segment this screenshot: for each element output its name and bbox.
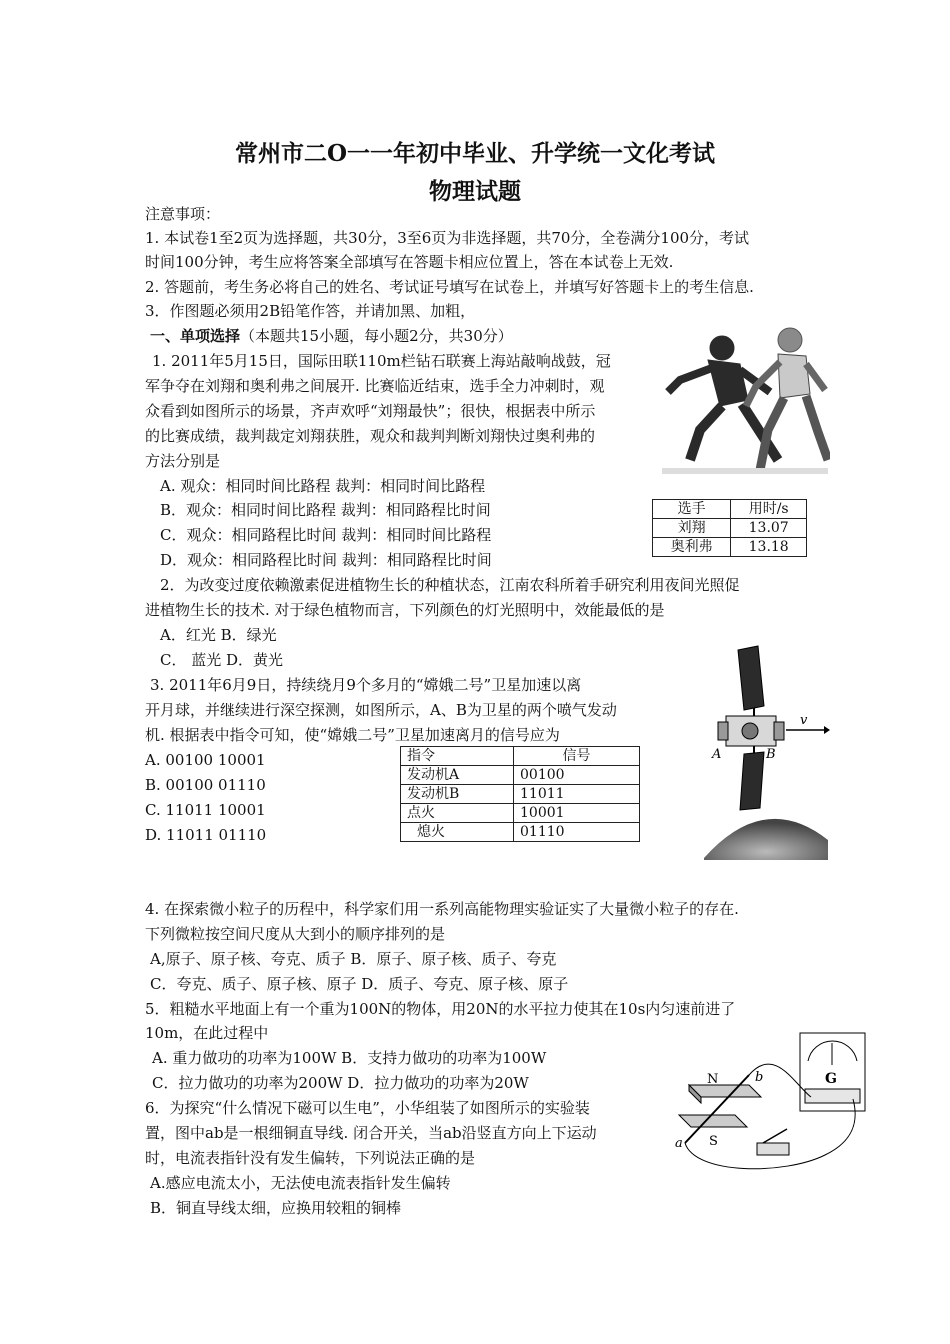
q5-line-1: 5．粗糙水平地面上有一个重为100N的物体，用20N的水平拉力使其在10s内匀速前进了 bbox=[145, 1000, 736, 1018]
solar-panel-lower bbox=[740, 752, 764, 810]
magnet-south bbox=[679, 1115, 747, 1127]
table-cell: 发动机A bbox=[401, 766, 514, 785]
table-row bbox=[401, 785, 640, 804]
table-row bbox=[401, 747, 640, 766]
table-cell: 奥利弗 bbox=[653, 538, 731, 557]
q1-line-4: 的比赛成绩，裁判裁定刘翔获胜，观众和裁判判断刘翔快过奥利弗的 bbox=[145, 427, 596, 445]
table-cell: 13.07 bbox=[731, 519, 807, 538]
page-subtitle: 物理试题 bbox=[429, 178, 521, 205]
note-1b: 时间100分钟，考生应将答案全部填写在答题卡相应位置上，答在本试卷上无效. bbox=[145, 253, 674, 271]
table-row bbox=[653, 538, 807, 557]
table-cell: 10001 bbox=[514, 804, 640, 823]
hurdlers-photo bbox=[660, 320, 830, 480]
q6-line-2: 置，图中ab是一根细铜直导线. 闭合开关，当ab沿竖直方向上下运动 bbox=[145, 1124, 597, 1142]
q1-line-2: 军争夺在刘翔和奥利弗之间展开. 比赛临近结束，选手全力冲刺时，观 bbox=[145, 377, 605, 395]
solar-panel-upper bbox=[738, 646, 764, 710]
induction-apparatus-figure bbox=[665, 1025, 870, 1180]
q6-line-1: 6．为探究“什么情况下磁可以生电”，小华组装了如图所示的实验装 bbox=[145, 1099, 590, 1117]
table-header: 选手 bbox=[653, 500, 731, 519]
page-title: 常州市二O一一年初中毕业、升学统一文化考试 bbox=[234, 140, 716, 167]
section-heading bbox=[150, 324, 513, 348]
q1-option-a: A. 观众：相同时间比路程 裁判：相同时间比路程 bbox=[160, 477, 486, 495]
q5-options-2: C．拉力做功的功率为200W D．拉力做功的功率为20W bbox=[152, 1074, 529, 1092]
satellite-figure bbox=[700, 640, 830, 860]
notes-heading: 注意事项： bbox=[145, 205, 221, 223]
table-cell: 刘翔 bbox=[653, 519, 731, 538]
q1-line-3: 众看到如图所示的场景，齐声欢呼“刘翔最快”；很快，根据表中所示 bbox=[145, 402, 596, 420]
engine-b-nozzle bbox=[774, 722, 784, 740]
note-2: 2. 答题前，考生务必将自己的姓名、考试证号填写在试卷上，并填写好答题卡上的考生信息. bbox=[145, 278, 754, 296]
table-cell: 01110 bbox=[514, 823, 640, 842]
q1-option-d: D．观众：相同路程比时间 裁判：相同路程比时间 bbox=[160, 551, 492, 569]
wire-b-label: b bbox=[755, 1070, 764, 1085]
q2-line-1: 2．为改变过度依赖激素促进植物生长的种植状态，江南农科所着手研究利用夜间光照促 bbox=[160, 576, 740, 594]
wire-a-label: a bbox=[675, 1136, 683, 1151]
q2-options-1: A．红光 B．绿光 bbox=[160, 626, 277, 644]
q5-options-1: A. 重力做功的功率为100W B．支持力做功的功率为100W bbox=[152, 1049, 547, 1067]
table-header: 信号 bbox=[514, 747, 640, 766]
q2-line-2: 进植物生长的技术. 对于绿色植物而言，下列颜色的灯光照明中，效能最低的是 bbox=[145, 601, 665, 619]
table-row bbox=[401, 766, 640, 785]
table-row bbox=[653, 519, 807, 538]
q5-line-2: 10m，在此过程中 bbox=[145, 1024, 269, 1042]
section-desc: （本题共15小题，每小题2分，共30分） bbox=[240, 327, 513, 345]
table-cell: 13.18 bbox=[731, 538, 807, 557]
table-cell: 熄火 bbox=[401, 823, 514, 842]
table-row bbox=[401, 804, 640, 823]
q1-results-table bbox=[652, 499, 807, 557]
note-1a: 1. 本试卷1至2页为选择题，共30分，3至6页为非选择题，共70分，全卷满分100分，考试 bbox=[145, 229, 750, 247]
q6-line-3: 时，电流表指针没有发生偏转，下列说法正确的是 bbox=[145, 1149, 476, 1167]
table-cell: 00100 bbox=[514, 766, 640, 785]
q4-line-2: 下列微粒按空间尺度从大到小的顺序排列的是 bbox=[145, 925, 446, 943]
q4-options-1: A,原子、原子核、夸克、质子 B．原子、原子核、质子、夸克 bbox=[150, 950, 557, 968]
section-label: 一、单项选择 bbox=[150, 327, 241, 345]
table-cell: 点火 bbox=[401, 804, 514, 823]
table-row bbox=[401, 823, 640, 842]
engine-a-label: A bbox=[712, 747, 722, 762]
q3-signal-table bbox=[400, 746, 640, 842]
q4-options-2: C．夸克、质子、原子核、原子 D．质子、夸克、原子核、原子 bbox=[150, 975, 569, 993]
note-3: 3．作图题必须用2B铅笔作答，并请加黑、加粗， bbox=[145, 302, 476, 320]
q1-line-1: 1. 2011年5月15日，国际田联110m栏钻石联赛上海站敲响战鼓，冠 bbox=[152, 352, 611, 370]
table-header: 用时/s bbox=[731, 500, 807, 519]
table-cell: 11011 bbox=[514, 785, 640, 804]
q6-option-b: B．铜直导线太细，应换用较粗的铜棒 bbox=[150, 1199, 402, 1217]
q3-line-2: 开月球，并继续进行深空探测，如图所示，A、B为卫星的两个喷气发动 bbox=[145, 701, 617, 719]
q6-option-a: A.感应电流太小，无法使电流表指针发生偏转 bbox=[150, 1174, 451, 1192]
velocity-label: v bbox=[800, 713, 808, 728]
table-row bbox=[653, 500, 807, 519]
switch bbox=[757, 1143, 789, 1155]
q3-option-a: A. 00100 10001 bbox=[145, 751, 266, 769]
q1-option-b: B．观众：相同时间比路程 裁判：相同路程比时间 bbox=[160, 501, 491, 519]
engine-a-nozzle bbox=[718, 722, 728, 740]
table-cell: 发动机B bbox=[401, 785, 514, 804]
north-label: N bbox=[707, 1072, 719, 1087]
table-header: 指令 bbox=[401, 747, 514, 766]
q1-option-c: C．观众：相同路程比时间 裁判：相同时间比路程 bbox=[160, 526, 492, 544]
galvanometer-label: G bbox=[825, 1071, 837, 1087]
q3-option-d: D. 11011 01110 bbox=[145, 826, 267, 844]
q3-option-b: B. 00100 01110 bbox=[145, 776, 266, 794]
engine-b-label: B bbox=[766, 747, 776, 762]
q3-option-c: C. 11011 10001 bbox=[145, 801, 266, 819]
q2-options-2: C． 蓝光 D．黄光 bbox=[160, 651, 284, 669]
q3-line-3: 机. 根据表中指令可知，使“嫦娥二号”卫星加速离月的信号应为 bbox=[145, 726, 560, 744]
q3-line-1: 3. 2011年6月9日，持续绕月9个多月的“嫦娥二号”卫星加速以离 bbox=[150, 676, 582, 694]
moon-surface bbox=[704, 819, 828, 860]
q4-line-1: 4. 在探索微小粒子的历程中，科学家们用一系列高能物理实验证实了大量微小粒子的存在. bbox=[145, 900, 739, 918]
q1-line-5: 方法分别是 bbox=[145, 452, 221, 470]
south-label: S bbox=[709, 1134, 718, 1149]
